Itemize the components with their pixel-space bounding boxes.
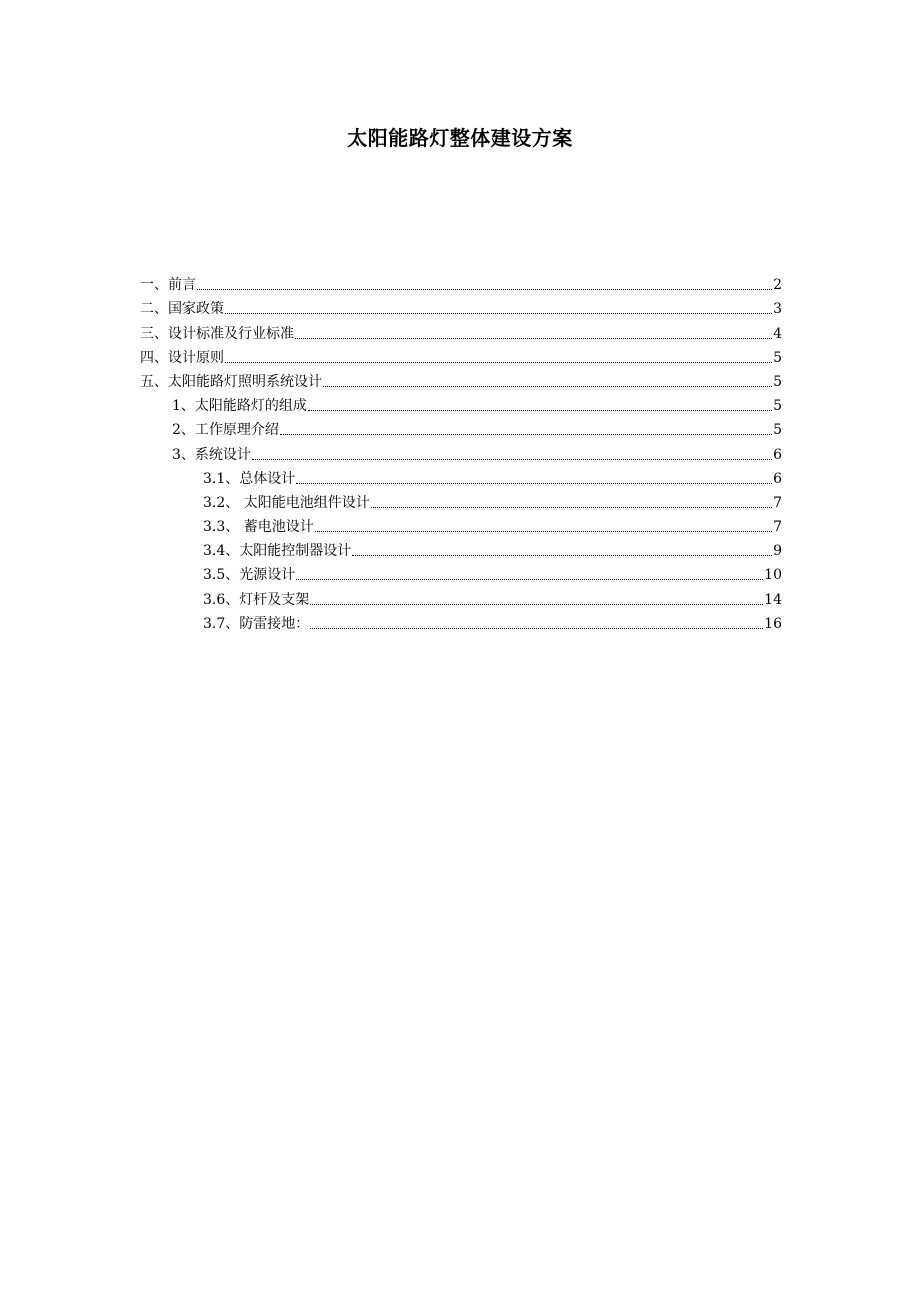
toc-entry-label: 三、设计标准及行业标准 — [140, 325, 294, 342]
toc-entry-label: 二、国家政策 — [140, 301, 224, 318]
toc-entry-page: 7 — [773, 519, 782, 536]
toc-entry[interactable] — [140, 318, 782, 342]
toc-entry-label: 3.7、防雷接地： — [203, 615, 310, 632]
toc-leader-dots — [225, 362, 772, 363]
toc-entry[interactable] — [140, 560, 782, 584]
toc-entry-label: 3.5、光源设计 — [203, 567, 296, 584]
toc-entry-page: 5 — [773, 422, 782, 439]
toc-entry-label: 3.6、灯杆及支架 — [203, 591, 310, 608]
toc-entry-page: 2 — [773, 277, 782, 294]
toc-entry-page: 10 — [764, 567, 782, 584]
toc-leader-dots — [315, 531, 772, 532]
toc-entry-label: 3.2、 太阳能电池组件设计 — [203, 494, 370, 511]
toc-leader-dots — [308, 410, 772, 411]
toc-entry[interactable] — [140, 584, 782, 608]
toc-leader-dots — [310, 604, 763, 605]
toc-entry-label: 3、系统设计 — [172, 446, 251, 463]
toc-leader-dots — [296, 579, 763, 580]
toc-entry[interactable] — [140, 464, 782, 488]
toc-entry-label: 2、工作原理介绍 — [172, 422, 279, 439]
toc-entry[interactable] — [140, 609, 782, 633]
toc-leader-dots — [352, 555, 772, 556]
toc-entry-page: 3 — [773, 301, 782, 318]
toc-entry-page: 5 — [773, 398, 782, 415]
toc-leader-dots — [197, 289, 772, 290]
document-title: 太阳能路灯整体建设方案 — [347, 126, 573, 150]
toc-entry[interactable] — [140, 270, 782, 294]
toc-entry-label: 四、设计原则 — [140, 349, 224, 366]
toc-leader-dots — [310, 628, 763, 629]
toc-entry-label: 五、太阳能路灯照明系统设计 — [140, 373, 322, 390]
toc-leader-dots — [252, 459, 772, 460]
toc-entry-label: 3.3、 蓄电池设计 — [203, 519, 314, 536]
toc-entry-label: 3.4、太阳能控制器设计 — [203, 543, 352, 560]
toc-entry-page: 14 — [764, 591, 782, 608]
toc-leader-dots — [323, 386, 772, 387]
toc-entry-label: 1、太阳能路灯的组成 — [172, 398, 307, 415]
toc-leader-dots — [295, 338, 772, 339]
toc-leader-dots — [371, 507, 772, 508]
toc-entry-page: 6 — [773, 446, 782, 463]
toc-entry-page: 7 — [773, 494, 782, 511]
toc-entry[interactable] — [140, 391, 782, 415]
toc-entry-page: 9 — [773, 543, 782, 560]
toc-entry[interactable] — [140, 512, 782, 536]
table-of-contents — [140, 270, 782, 633]
toc-leader-dots — [225, 313, 772, 314]
toc-entry-page: 6 — [773, 470, 782, 487]
toc-entry[interactable] — [140, 439, 782, 463]
toc-leader-dots — [296, 483, 772, 484]
toc-entry-page: 5 — [773, 349, 782, 366]
toc-entry-label: 一、前言 — [140, 277, 196, 294]
toc-entry-page: 5 — [773, 373, 782, 390]
toc-entry-label: 3.1、总体设计 — [203, 470, 296, 487]
toc-entry[interactable] — [140, 343, 782, 367]
toc-entry[interactable] — [140, 488, 782, 512]
toc-entry[interactable] — [140, 536, 782, 560]
toc-entry[interactable] — [140, 367, 782, 391]
toc-entry[interactable] — [140, 415, 782, 439]
toc-entry-page: 4 — [773, 325, 782, 342]
toc-entry-page: 16 — [764, 615, 782, 632]
toc-leader-dots — [280, 434, 772, 435]
toc-entry[interactable] — [140, 294, 782, 318]
